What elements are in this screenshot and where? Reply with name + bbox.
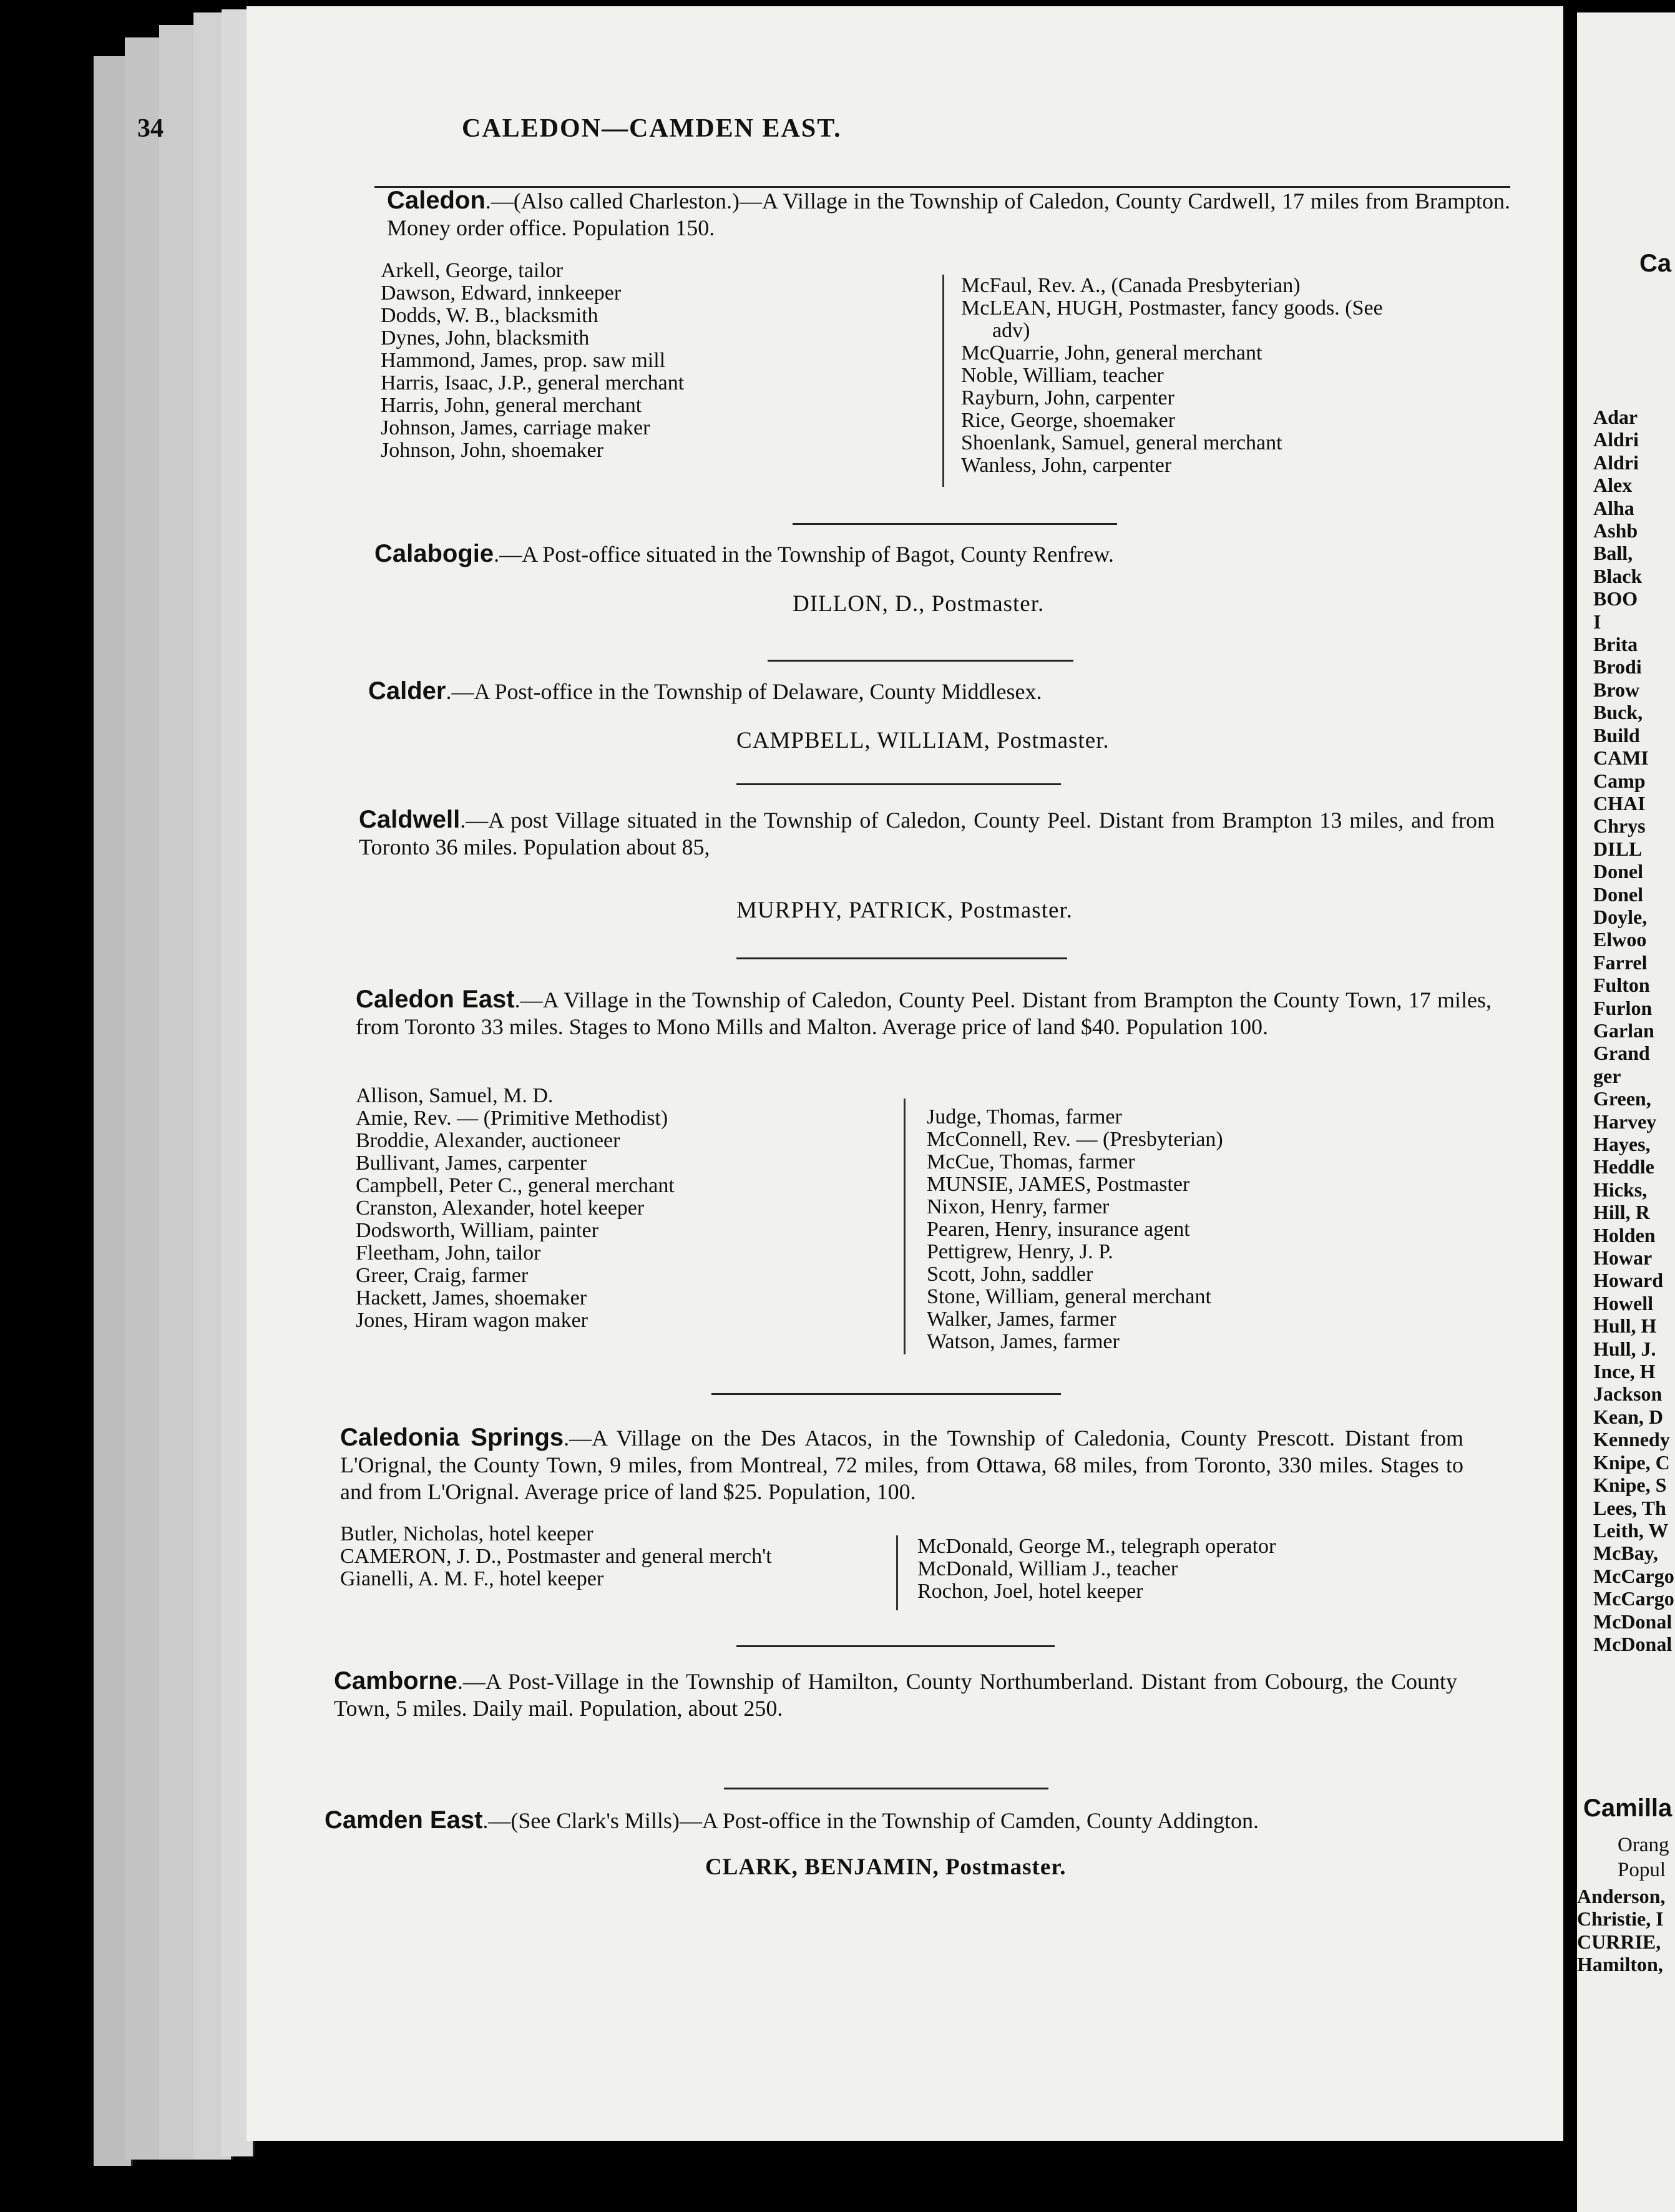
list-item: Judge, Thomas, farmer [927, 1105, 1122, 1128]
entry-description: .—A Post-office situated in the Township of Bagot, County Renfrew. [494, 542, 1114, 567]
facing-page-names [1593, 406, 1674, 1655]
list-item: Black [1593, 564, 1643, 587]
list-item: Aldri [1593, 451, 1639, 474]
entry-caledonia-springs [340, 1424, 1463, 1505]
list-item: DILL [1593, 837, 1643, 860]
list-item: Dodds, W. B., blacksmith [381, 304, 598, 327]
page-number: 34 [137, 114, 164, 143]
postmaster-line: DILLON, D., Postmaster. [793, 591, 1045, 617]
entry-name: Camden East [325, 1806, 483, 1834]
list-item: Fleetham, John, tailor [356, 1241, 541, 1265]
entry-column-left [356, 1085, 675, 1332]
list-item: Grand [1593, 1042, 1650, 1065]
list-item: Ashb [1593, 519, 1638, 542]
section-rule [711, 1393, 1061, 1395]
list-item: McDonal [1593, 1610, 1673, 1633]
entry-name: Caldwell [359, 806, 461, 833]
list-item: Shoenlank, Samuel, general merchant [961, 431, 1282, 454]
list-item: Brita [1593, 633, 1638, 656]
entry-column-right [917, 1535, 1276, 1603]
facing-page-text: Popul [1618, 1859, 1666, 1881]
postmaster-line: MURPHY, PATRICK, Postmaster. [736, 898, 1073, 923]
list-item: Broddie, Alexander, auctioneer [356, 1129, 620, 1152]
column-divider [942, 275, 944, 487]
list-item: Ball, [1593, 542, 1633, 565]
list-item: CAMI [1593, 746, 1649, 770]
entry-name: Caledon [387, 187, 486, 214]
entry-caledon-east [356, 986, 1492, 1040]
list-item: Hicks, [1593, 1178, 1648, 1201]
book-gutter [1563, 0, 1577, 2212]
list-item: Johnson, James, carriage maker [381, 416, 650, 439]
list-item: Pearen, Henry, insurance agent [927, 1218, 1190, 1241]
column-divider [904, 1099, 906, 1354]
list-item: McCue, Thomas, farmer [927, 1150, 1135, 1173]
postmaster-line: CLARK, BENJAMIN, Postmaster. [705, 1854, 1067, 1880]
facing-page-heading: Ca [1639, 250, 1672, 277]
list-item: Nixon, Henry, farmer [927, 1195, 1110, 1218]
list-item: Knipe, C [1593, 1451, 1670, 1474]
list-item: Furlon [1593, 996, 1653, 1019]
list-item: Brodi [1593, 655, 1642, 678]
list-item: McCargo [1593, 1587, 1674, 1610]
list-item: McQuarrie, John, general merchant [961, 341, 1262, 365]
list-item: Brow [1593, 678, 1640, 701]
list-item: Howard [1593, 1269, 1663, 1292]
list-item: Jackson [1593, 1382, 1663, 1406]
list-item: Greer, Craig, farmer [356, 1264, 529, 1287]
list-item: Watson, James, farmer [927, 1330, 1120, 1353]
column-divider [896, 1535, 898, 1610]
entry-description: .—A Village on the Des Atacos, in the Township of Caledonia, County Prescott. Distant from L'Orignal, the County Town, 9 miles, from Montreal, 72 miles, from Ottawa, 68 miles, from Toronto, 330 miles. Stages to and from L'Orignal. Average price of land $25. Population, 100. [340, 1426, 1463, 1504]
entry-description: .—A Village in the Township of Caledon, County Peel. Distant from Brampton the County Town, 17 miles, from Toronto 33 miles. Stages to Mono Mills and Malton. Average price of land $40. Population 100. [356, 987, 1492, 1039]
list-item: Hammond, James, prop. saw mill [381, 349, 666, 372]
list-item: Leith, W [1593, 1519, 1669, 1542]
list-item: CURRIE, [1577, 1930, 1661, 1953]
list-item: Johnson, John, shoemaker [381, 439, 603, 462]
entry-camborne [334, 1668, 1457, 1722]
list-item: Howell [1593, 1291, 1653, 1314]
list-item: Elwoo [1593, 928, 1647, 951]
list-item: Fulton [1593, 974, 1650, 997]
list-item: McDonald, George M., telegraph operator [917, 1535, 1276, 1558]
page-edge [159, 25, 198, 2160]
list-item: Harris, Isaac, J.P., general merchant [381, 371, 685, 394]
list-item: Green, [1593, 1087, 1651, 1110]
list-item: Christie, I [1577, 1907, 1664, 1931]
list-item: Cranston, Alexander, hotel keeper [356, 1197, 645, 1220]
list-item: Scott, John, saddler [927, 1263, 1093, 1286]
list-item: Heddle [1593, 1155, 1654, 1178]
list-item: Garlan [1593, 1019, 1654, 1042]
section-rule [736, 1645, 1055, 1647]
list-item: Chrys [1593, 815, 1646, 838]
list-item: Rice, George, shoemaker [961, 409, 1176, 432]
list-item: Stone, William, general merchant [927, 1285, 1211, 1308]
list-item: Rayburn, John, carpenter [961, 386, 1174, 409]
facing-page [1577, 12, 1675, 2212]
entry-column-left [340, 1523, 772, 1590]
list-item: Kean, D [1593, 1405, 1663, 1428]
list-item: Donel [1593, 883, 1643, 906]
list-item: Noble, William, teacher [961, 364, 1164, 387]
facing-page-text: Orang [1618, 1834, 1669, 1856]
list-item: Hull, H [1593, 1314, 1657, 1338]
list-item: Buck, [1593, 701, 1643, 724]
list-item: Alex [1593, 474, 1633, 497]
entry-description: .—A Post-office in the Township of Delaware, County Middlesex. [446, 679, 1042, 704]
facing-page-heading: Camilla [1583, 1794, 1673, 1822]
list-item: Doyle, [1593, 905, 1648, 928]
list-item: Campbell, Peter C., general merchant [356, 1174, 675, 1197]
section-rule [736, 957, 1067, 959]
section-rule [768, 660, 1073, 662]
list-item: Jones, Hiram wagon maker [356, 1309, 588, 1332]
list-item: McFaul, Rev. A., (Canada Presbyterian) [961, 274, 1301, 297]
entry-column-right [927, 1106, 1223, 1353]
list-item: Bullivant, James, carpenter [356, 1152, 587, 1175]
list-item: I [1593, 610, 1601, 633]
list-item: McBay, [1593, 1542, 1658, 1565]
list-item: Kennedy [1593, 1428, 1670, 1451]
list-item: Howar [1593, 1246, 1653, 1270]
list-item: Aldri [1593, 428, 1639, 451]
list-item: Allison, Samuel, M. D. [356, 1084, 554, 1107]
list-item: CHAI [1593, 791, 1646, 815]
list-item: MUNSIE, JAMES, Postmaster [927, 1173, 1190, 1196]
list-item: Adar [1593, 406, 1638, 428]
list-item: Hackett, James, shoemaker [356, 1286, 587, 1309]
entry-name: Camborne [334, 1667, 457, 1695]
postmaster-line: CAMPBELL, WILLIAM, Postmaster. [736, 728, 1110, 753]
list-item: Ince, H [1593, 1360, 1656, 1383]
entry-name: Calabogie [374, 540, 494, 567]
entry-column-right [961, 275, 1383, 477]
entry-description: .—(Also called Charleston.)—A Village in the Township of Caledon, County Cardwell, 17 miles from Brampton. Money order office. Population 150. [387, 188, 1510, 240]
list-item: Lees, Th [1593, 1496, 1666, 1519]
list-item: Hayes, [1593, 1133, 1651, 1155]
section-rule [736, 783, 1061, 785]
list-item: Amie, Rev. — (Primitive Methodist) [356, 1107, 668, 1130]
list-item: ger [1593, 1064, 1621, 1087]
list-item: Walker, James, farmer [927, 1308, 1116, 1331]
list-item: Dynes, John, blacksmith [381, 326, 590, 350]
section-rule [724, 1788, 1048, 1789]
list-item: BOO [1593, 587, 1638, 610]
list-item: Hamilton, [1577, 1953, 1663, 1976]
entry-name: Caledon East [356, 986, 515, 1013]
entry-caledon [387, 187, 1510, 242]
list-item: Farrel [1593, 951, 1648, 974]
list-item: Dodsworth, William, painter [356, 1219, 598, 1242]
entry-description: .—A post Village situated in the Township of Caledon, County Peel. Distant from Brampton 13 miles, and from Toronto 36 miles. Population about 85, [359, 808, 1495, 859]
page-edge [125, 37, 164, 2160]
list-item: McDonald, William J., teacher [917, 1557, 1178, 1580]
list-item: McDonal [1593, 1632, 1673, 1655]
list-item: McCargo [1593, 1564, 1674, 1587]
facing-page-names [1577, 1885, 1665, 1976]
list-item: Arkell, George, tailor [381, 259, 564, 282]
list-item: Gianelli, A. M. F., hotel keeper [340, 1567, 604, 1590]
list-item: McLEAN, HUGH, Postmaster, fancy goods. (See [961, 296, 1383, 320]
entry-name: Caledonia Springs [340, 1424, 564, 1451]
list-item: Harvey [1593, 1110, 1657, 1133]
entry-column-left [381, 260, 684, 462]
list-item: Donel [1593, 860, 1643, 883]
list-item: Rochon, Joel, hotel keeper [917, 1580, 1143, 1603]
list-item: Pettigrew, Henry, J. P. [927, 1240, 1113, 1263]
entry-calabogie [374, 541, 1510, 568]
entry-description: .—A Post-Village in the Township of Hamilton, County Northumberland. Distant from Cobourg, the County Town, 5 miles. Daily mail. Population, about 250. [334, 1669, 1457, 1721]
list-item: Alha [1593, 496, 1634, 519]
entry-camden-east [325, 1807, 1460, 1834]
entry-calder [368, 678, 1504, 705]
list-item: adv) [992, 319, 1030, 342]
list-item: CAMERON, J. D., Postmaster and general merch't [340, 1545, 772, 1568]
list-item: Holden [1593, 1223, 1656, 1246]
list-item: Hull, J. [1593, 1337, 1656, 1360]
entry-description: .—(See Clark's Mills)—A Post-office in the Township of Camden, County Addington. [482, 1808, 1259, 1833]
list-item: Harris, John, general merchant [381, 394, 642, 417]
list-item: Knipe, S [1593, 1474, 1667, 1497]
page-title: CALEDON—CAMDEN EAST. [462, 114, 842, 143]
entry-caldwell [359, 806, 1495, 861]
list-item: Build [1593, 723, 1640, 746]
list-item: Wanless, John, carpenter [961, 454, 1172, 477]
list-item: Butler, Nicholas, hotel keeper [340, 1522, 593, 1545]
list-item: Camp [1593, 769, 1646, 792]
list-item: Hill, R [1593, 1201, 1650, 1224]
entry-name: Calder [368, 677, 446, 705]
list-item: Dawson, Edward, innkeeper [381, 281, 622, 305]
list-item: McConnell, Rev. — (Presbyterian) [927, 1128, 1223, 1151]
list-item: Anderson, [1577, 1885, 1666, 1907]
section-rule [793, 523, 1117, 525]
